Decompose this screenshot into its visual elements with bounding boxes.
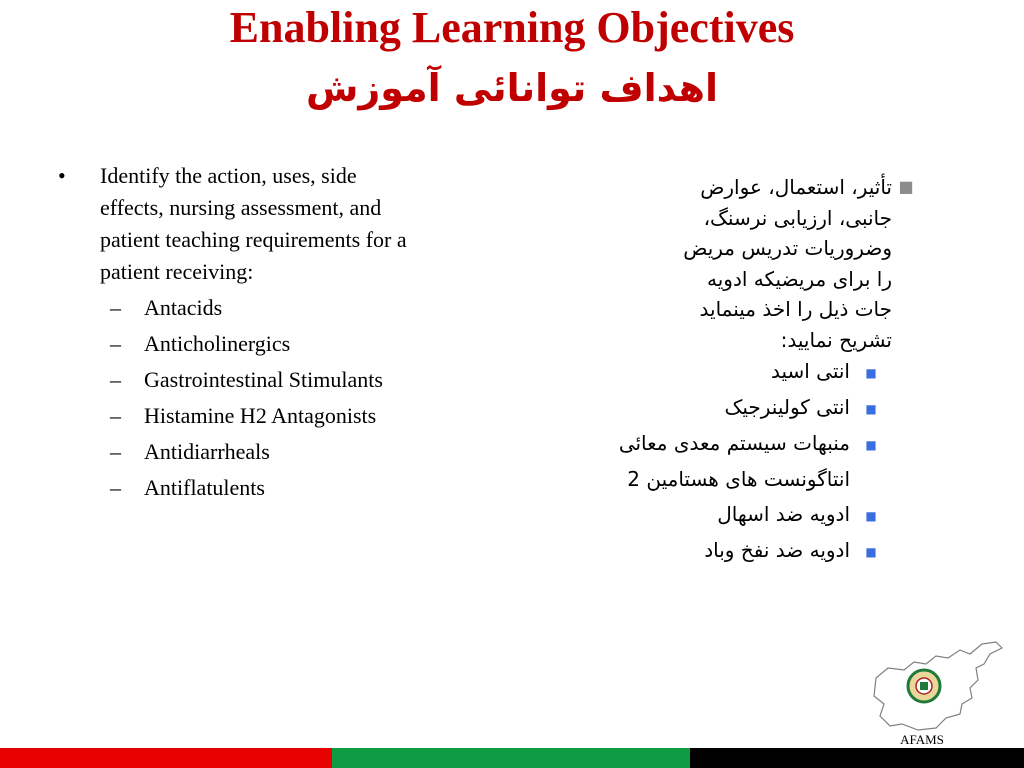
- persian-drug-class-item: [590, 534, 892, 570]
- blue-square-bullet-icon: ■: [865, 509, 877, 523]
- dash-icon: –: [110, 367, 121, 392]
- persian-objective-text: [590, 172, 892, 355]
- dash-icon: –: [110, 439, 121, 464]
- persian-objective-line: را برای مریضیکه ادویه: [707, 266, 892, 291]
- logo-caption: AFAMS: [900, 732, 944, 747]
- persian-objective-line: جات ذیل را اخذ مینماید: [699, 297, 892, 321]
- drug-class-label: Anticholinergics: [144, 331, 291, 356]
- persian-objectives: [590, 172, 920, 570]
- persian-drug-class-label: انتی کولینرجیک: [724, 395, 850, 419]
- persian-drug-class-item: [590, 463, 892, 498]
- drug-class-label: Antidiarrheals: [144, 439, 270, 464]
- flag-stripe-green: [332, 748, 690, 768]
- drug-class-list: [58, 292, 408, 504]
- persian-drug-class-item: [590, 427, 892, 463]
- persian-objective-line: تشریح نمایید:: [780, 327, 892, 352]
- dash-icon: –: [110, 403, 121, 428]
- drug-class-label: Histamine H2 Antagonists: [144, 403, 377, 428]
- persian-objective-line: تأثیر، استعمال، عوارض: [700, 175, 892, 199]
- persian-drug-class-label: ادویه ضد اسهال: [717, 502, 850, 526]
- persian-drug-class-item: [590, 355, 892, 391]
- afghanistan-map-logo: [866, 638, 1006, 734]
- persian-objective-item: [590, 172, 920, 355]
- persian-drug-class-label: انتاگونست های هستامین 2: [627, 467, 850, 491]
- objective-text: Identify the action, uses, side effects, nursing assessment, and patient teaching requirements for a patient receiving:: [100, 163, 407, 284]
- persian-drug-class-item: [590, 498, 892, 534]
- bullet-icon: •: [58, 163, 66, 188]
- blue-square-bullet-icon: ■: [865, 438, 877, 452]
- blue-square-bullet-icon: ■: [865, 402, 877, 416]
- blue-square-bullet-icon: ■: [865, 545, 877, 559]
- drug-class-item: [110, 364, 408, 396]
- square-bullet-icon: ■: [898, 177, 914, 196]
- drug-class-label: Antacids: [144, 295, 223, 320]
- persian-drug-class-label: ادویه ضد نفخ وباد: [704, 538, 850, 562]
- dash-icon: –: [110, 295, 121, 320]
- flag-stripe-black: [690, 748, 1024, 768]
- drug-class-label: Antiflatulents: [144, 475, 265, 500]
- drug-class-item: [110, 328, 408, 360]
- blue-square-bullet-icon: ■: [865, 366, 877, 380]
- persian-drug-class-label: انتی اسید: [770, 359, 850, 383]
- dash-icon: –: [110, 475, 121, 500]
- slide-title: Enabling Learning Objectives: [229, 3, 795, 52]
- persian-objective-line: وضروریات تدریس مریض: [683, 236, 892, 260]
- flag-stripe-red: [0, 748, 332, 768]
- drug-class-label: Gastrointestinal Stimulants: [144, 367, 383, 392]
- dash-icon: –: [110, 331, 121, 356]
- persian-drug-class-label: منبهات سیستم معدی معائی: [618, 431, 850, 455]
- persian-objective-line: جانبی، ارزیابی نرسنگ،: [703, 205, 892, 230]
- drug-class-item: [110, 292, 408, 324]
- english-objectives: [58, 160, 408, 508]
- objective-item: [58, 160, 408, 288]
- drug-class-item: [110, 436, 408, 468]
- drug-class-item: [110, 400, 408, 432]
- persian-drug-class-item: [590, 391, 892, 427]
- drug-class-item: [110, 472, 408, 504]
- slide-subtitle-persian: اهداف توانائی آموزش: [305, 66, 718, 110]
